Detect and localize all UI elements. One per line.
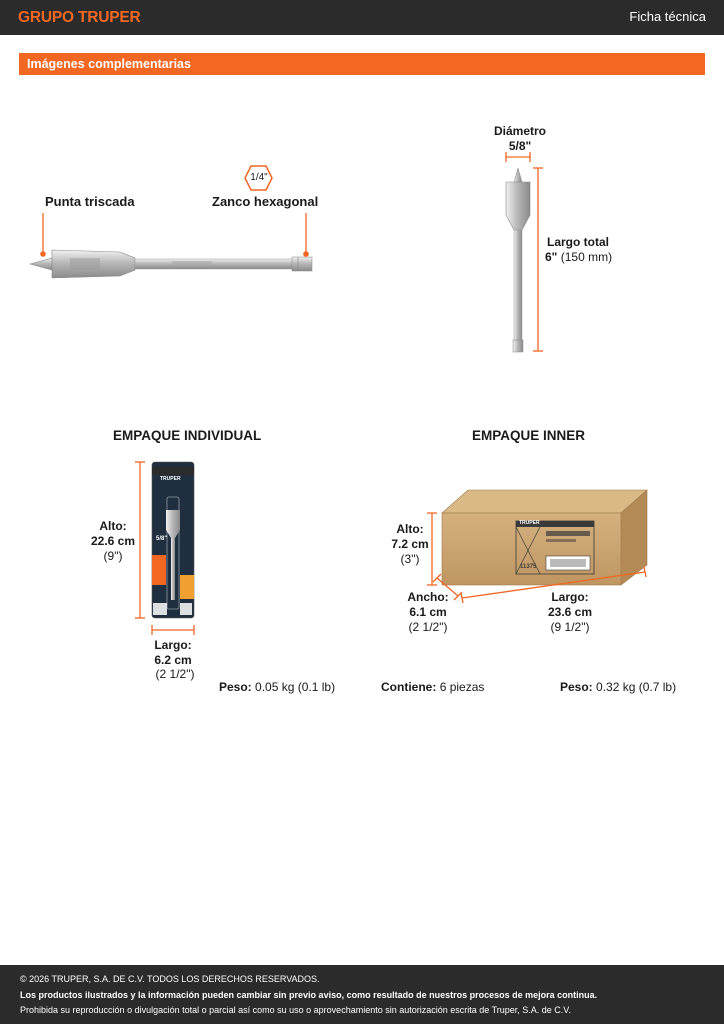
inner-contains-label: Contiene: [381, 680, 437, 694]
inner-weight-value: 0.32 kg (0.7 lb) [596, 680, 677, 694]
document-type: Ficha técnica [629, 9, 706, 24]
inner-height-cm: 7.2 cm [391, 537, 429, 551]
tip-label: Punta triscada [45, 194, 135, 209]
inner-width-in: (2 1/2") [408, 620, 448, 634]
total-length-label: Largo total [547, 235, 609, 249]
inner-width-label: Ancho: [407, 590, 449, 604]
individual-length-cm: 6.2 cm [154, 653, 192, 667]
tip-callout [40, 213, 46, 257]
shank-label: Zanco hexagonal [212, 194, 319, 209]
inner-height-label: Alto: [396, 522, 424, 536]
total-length-mm: (150 mm) [560, 250, 613, 264]
diameter-dimension [506, 152, 530, 162]
shank-callout [303, 213, 309, 257]
inner-length-in: (9 1/2") [550, 620, 590, 634]
inner-height-in: (3") [400, 552, 420, 566]
inner-length-label: Largo: [551, 590, 589, 604]
box-code: 11375 [520, 564, 537, 570]
diameter-label: Diámetro [493, 124, 546, 138]
inner-weight [560, 680, 676, 694]
individual-height-cm: 22.6 cm [90, 534, 136, 548]
individual-weight-label: Peso: [219, 680, 252, 694]
length-dimension [533, 168, 543, 351]
footer-notice: Los productos ilustrados y la información pueden cambiar sin previo aviso, como resultado de nuestros procesos de mejora continua. [20, 990, 598, 1000]
individual-height-in: (9") [103, 549, 123, 563]
individual-height-label: Alto: [99, 519, 127, 533]
hex-size-label: 1/4" [250, 172, 268, 183]
inner-box [442, 490, 647, 585]
inner-width-cm: 6.1 cm [409, 605, 447, 619]
card-length-dimension [152, 625, 194, 635]
individual-length-label: Largo: [154, 638, 192, 652]
individual-pack-title: EMPAQUE INDIVIDUAL [113, 428, 262, 443]
inner-weight-label: Peso: [560, 680, 593, 694]
total-length-in: 6" [545, 250, 558, 264]
individual-weight [219, 680, 335, 694]
card-brand: TRUPER [160, 476, 181, 482]
footer [0, 965, 724, 1024]
inner-contains [381, 680, 484, 694]
spade-bit-vertical [506, 168, 530, 352]
total-length-value [545, 250, 612, 264]
inner-pack-title: EMPAQUE INNER [472, 428, 586, 443]
brand-logo: GRUPO TRUPER [18, 9, 141, 26]
card-size: 5/8" [156, 536, 168, 542]
inner-length-cm: 23.6 cm [547, 605, 593, 619]
spade-bit-horizontal [30, 250, 312, 278]
footer-copyright: © 2026 TRUPER, S.A. DE C.V. TODOS LOS DERECHOS RESERVADOS. [20, 974, 320, 984]
inner-contains-value: 6 piezas [439, 680, 485, 694]
section-title: Imágenes complementarias [27, 57, 191, 71]
footer-legal: Prohibida su reproducción o divulgación total o parcial así como su uso o aprovechamiento sin autorización escrita de Truper, S.A. de C.V. [20, 1005, 571, 1015]
box-brand: TRUPER [519, 520, 540, 526]
individual-weight-value: 0.05 kg (0.1 lb) [255, 680, 336, 694]
individual-length-in: (2 1/2") [155, 667, 195, 681]
diameter-value: 5/8" [508, 139, 532, 153]
